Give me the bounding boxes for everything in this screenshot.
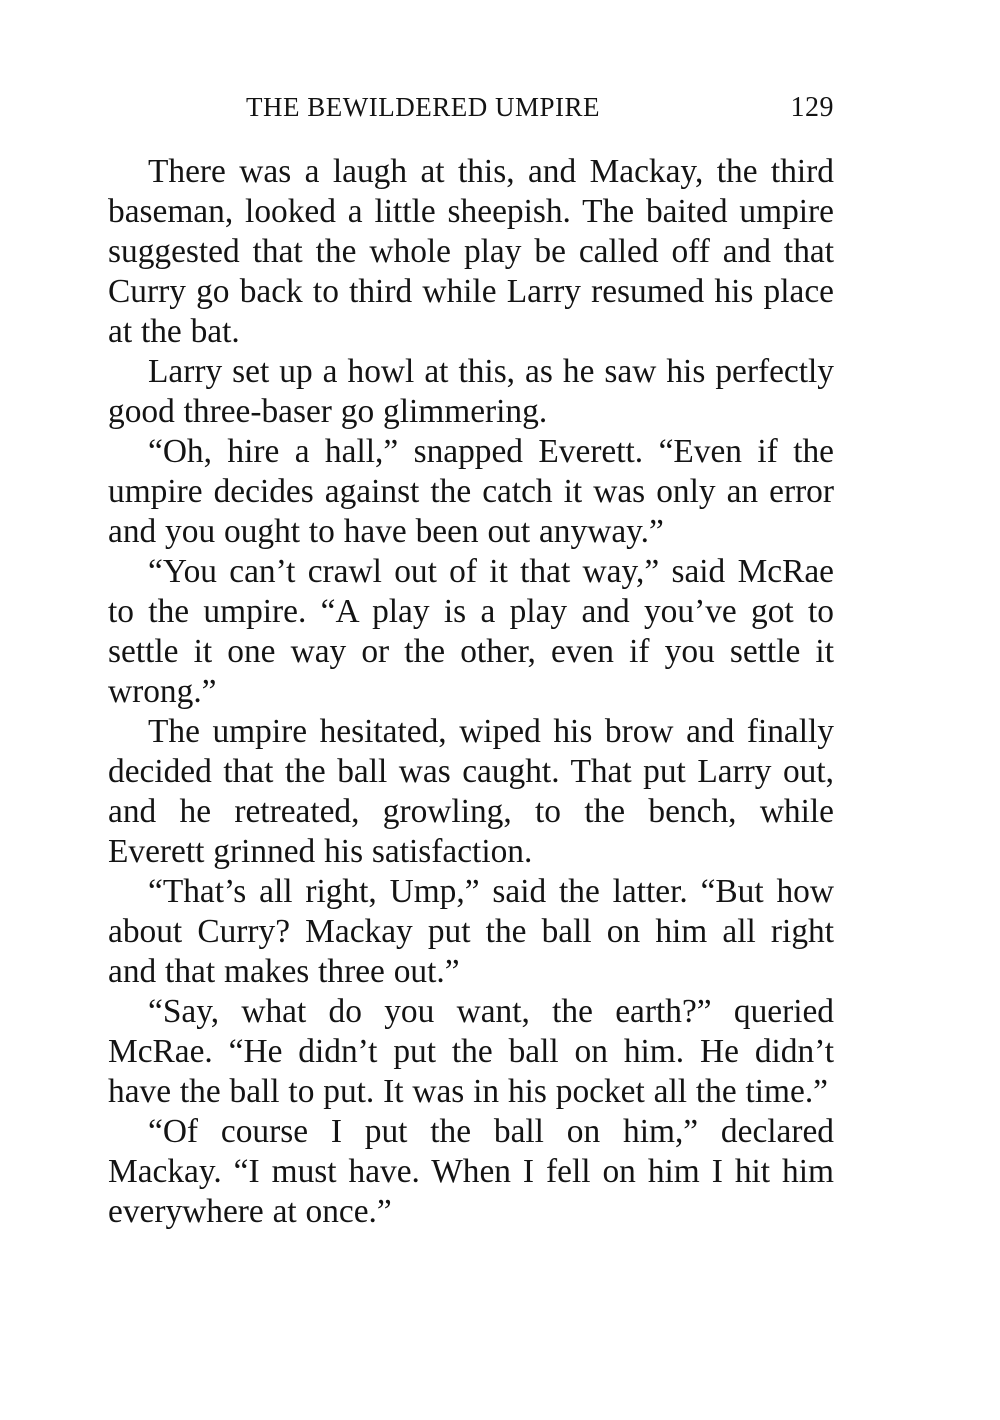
book-page bbox=[108, 88, 834, 1232]
running-title: THE BEWILDERED UMPIRE bbox=[246, 92, 600, 122]
paragraph: The umpire hesitated, wiped his brow and finally decided that the ball was caught. That put Larry out, and he retreated, growling, to the bench, while Everett grinned his satisfaction. bbox=[108, 713, 834, 870]
paragraph: “Oh, hire a hall,” snapped Everett. “Even if the umpire decides against the catch it was only an error and you ought to have been out anyway.” bbox=[108, 433, 834, 550]
body-text bbox=[108, 152, 834, 1232]
paragraph: “You can’t crawl out of it that way,” said McRae to the umpire. “A play is a play and you’ve got to settle it one way or the other, even if you settle it wrong.” bbox=[108, 553, 834, 710]
paragraph: “Of course I put the ball on him,” declared Mackay. “I must have. When I fell on him I hit him everywhere at once.” bbox=[108, 1113, 834, 1230]
paragraph: There was a laugh at this, and Mackay, the third baseman, looked a little sheepish. The baited umpire suggested that the whole play be called off and that Curry go back to third while Larry resumed his place at the bat. bbox=[108, 153, 834, 350]
page-number: 129 bbox=[790, 92, 834, 123]
paragraph: “Say, what do you want, the earth?” queried McRae. “He didn’t put the ball on him. He didn’t have the ball to put. It was in his pocket all the time.” bbox=[108, 993, 834, 1110]
paragraph: “That’s all right, Ump,” said the latter. “But how about Curry? Mackay put the ball on him all right and that makes three out.” bbox=[108, 873, 834, 990]
running-head bbox=[108, 88, 834, 132]
paragraph: Larry set up a howl at this, as he saw his perfectly good three-baser go glimmering. bbox=[108, 353, 834, 430]
